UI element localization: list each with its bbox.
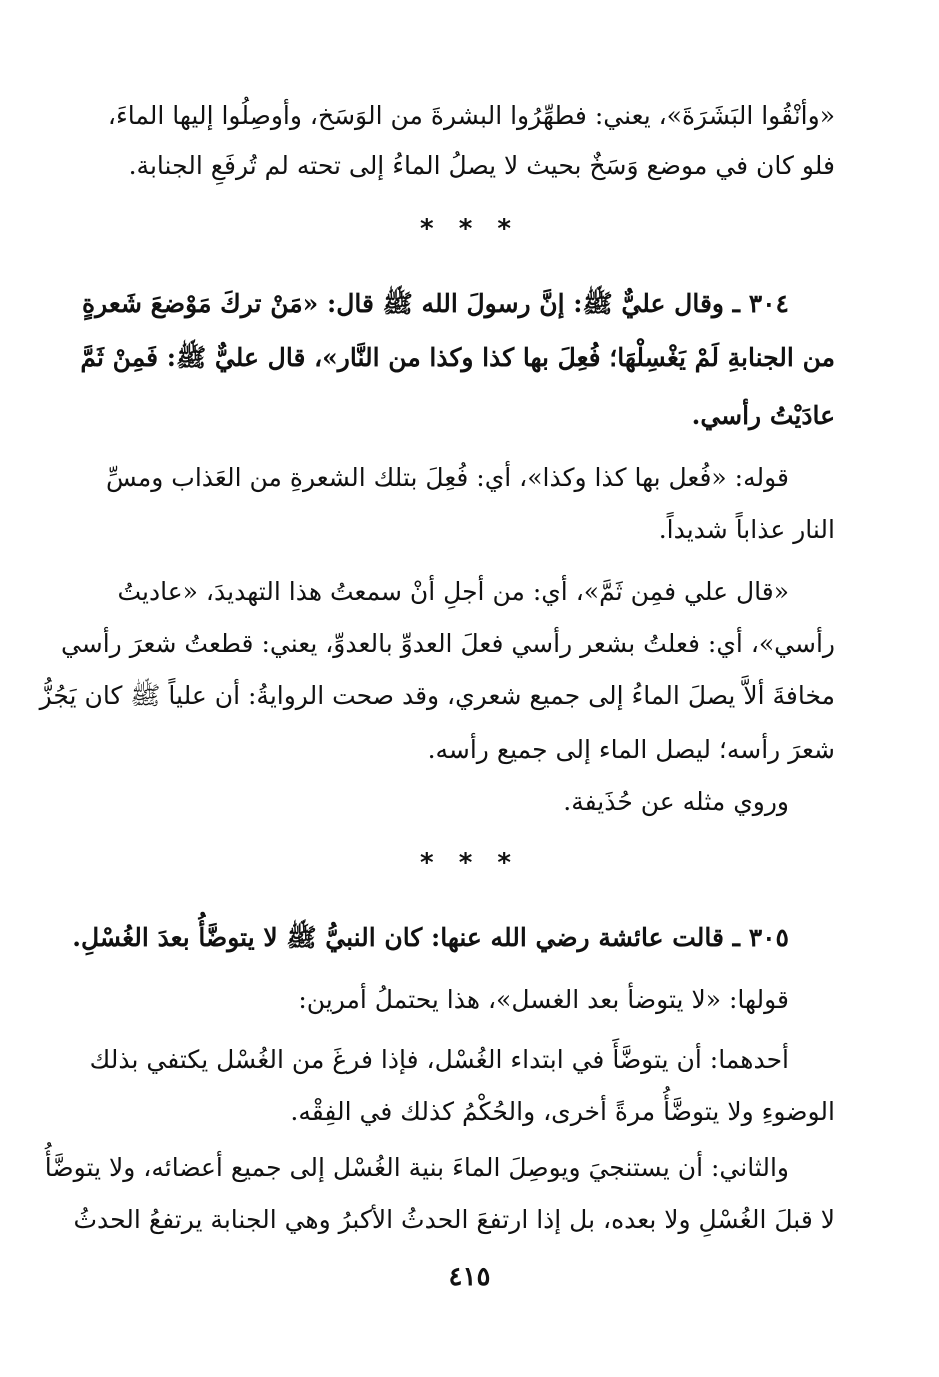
commentary-4-line-2: الوضوءِ ولا يتوضَّأُ مرةً أخرى، والحُكْمُ كذلك في الفِقْه. — [290, 1097, 835, 1126]
hadith-304-line-3: عادَيْتُ رأسي. — [691, 401, 835, 430]
paragraph-1-line-1: «وأنْقُوا البَشَرَةَ»، يعني: فطهِّرُوا البشرةَ من الوَسَخ، وأوصِلُوا إليها الماءَ، — [107, 101, 835, 130]
hadith-304-line-1: ٣٠٤ ـ وقال عليٌّ ﷺ: إنَّ رسولَ الله ﷺ قال: «مَنْ تركَ مَوْضعَ شَعرةٍ — [82, 289, 789, 318]
commentary-2-line-1: «قال علي فمِن ثَمَّ»، أي: من أجلِ أنْ سمعتُ هذا التهديدَ، «عاديتُ — [117, 577, 789, 606]
commentary-3-line-1: قولها: «لا يتوضأ بعد الغسل»، هذا يحتملُ أمرين: — [298, 985, 789, 1014]
paragraph-1-line-2: فلو كان في موضع وَسَخٌ بحيث لا يصلُ الماءُ إلى تحته لم تُرفَعِ الجنابة. — [128, 151, 835, 180]
section-separator: * * * — [420, 214, 519, 244]
hadith-305-line-1: ٣٠٥ ـ قالت عائشة رضي الله عنها: كان النبيُّ ﷺ لا يتوضَّأُ بعدَ الغُسْلِ. — [72, 923, 789, 952]
commentary-1-line-1: قوله: «فُعل بها كذا وكذا»، أي: فُعِلَ بتلك الشعرةِ من العَذاب ومسِّ — [106, 463, 789, 492]
commentary-5-line-2: لا قبلَ الغُسْلِ ولا بعده، بل إذا ارتفعَ الحدثُ الأكبرُ وهي الجنابة يرتفعُ الحدثُ — [73, 1205, 835, 1234]
commentary-2-line-2: رأسي»، أي: فعلتُ بشعر رأسي فعلَ العدوِّ بالعدوِّ، يعني: قطعتُ شعرَ رأسي — [60, 629, 835, 658]
commentary-5-line-1: والثاني: أن يستنجيَ ويوصِلَ الماءَ بنية الغُسْل إلى جميع أعضائه، ولا يتوضَّأُ — [44, 1153, 789, 1182]
commentary-2-line-4: شعرَ رأسه؛ ليصل الماء إلى جميع رأسه. — [427, 735, 835, 764]
commentary-1-line-2: النار عذاباً شديداً. — [658, 515, 835, 544]
hadith-304-line-2: من الجنابةِ لَمْ يَغْسِلْهَا؛ فُعِلَ بها كذا وكذا من النَّار»، قال عليٌّ ﷺ: فَمِنْ ثَمَّ — [80, 343, 835, 372]
commentary-4-line-1: أحدهما: أن يتوضَّأَ في ابتداء الغُسْل، فإذا فرغَ من الغُسْل يكتفي بذلك — [89, 1045, 789, 1074]
section-separator: * * * — [420, 848, 519, 878]
commentary-2-line-3: مخافةَ ألاَّ يصلَ الماءُ إلى جميع شعري، وقد صحت الروايةُ: أن علياً ﷺ كان يَجُزُّ — [39, 681, 835, 710]
commentary-2-line-5: وروي مثله عن حُذَيفة. — [563, 787, 789, 816]
page-number: ٤١٥ — [448, 1262, 491, 1292]
